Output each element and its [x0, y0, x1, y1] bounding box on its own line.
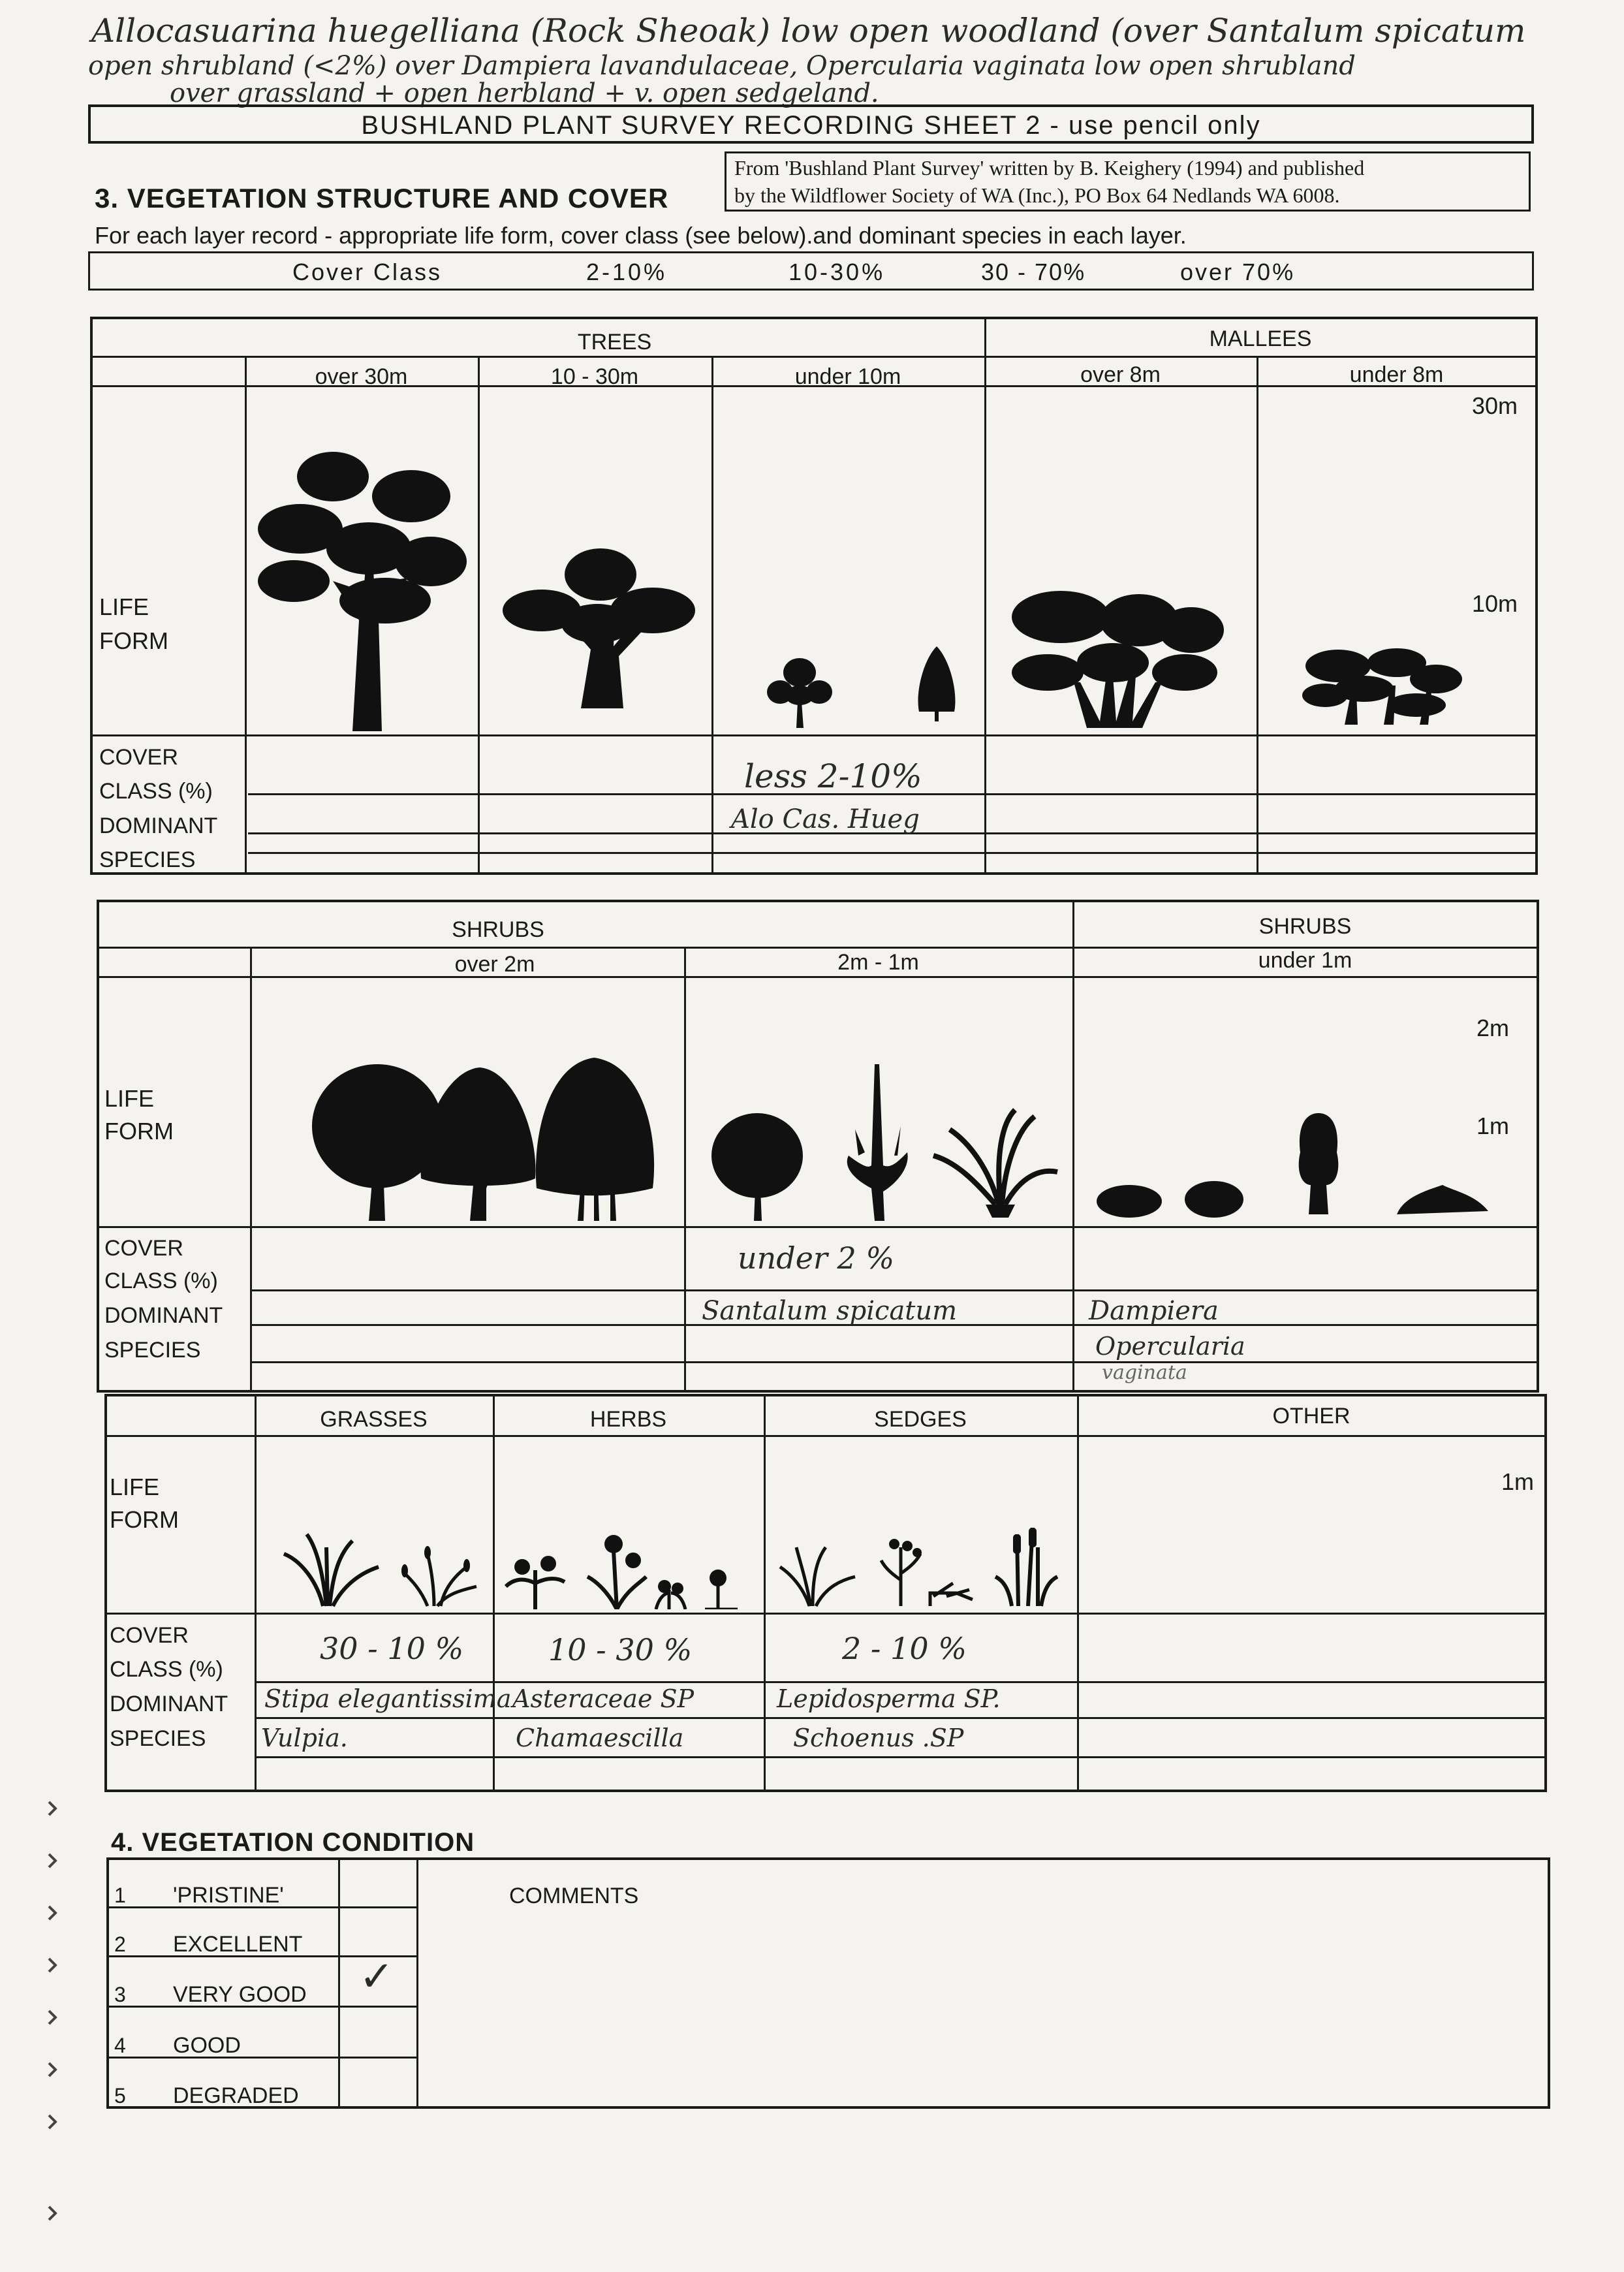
handwritten-description-line2: open shrubland (<2%) over Dampiera lavandulaceae, Opercularia vaginata low open shrubland: [88, 51, 1356, 81]
ground-species-label: SPECIES: [110, 1726, 206, 1751]
trees-class-label: CLASS (%): [99, 779, 213, 804]
comments-area[interactable]: [418, 1913, 1547, 2106]
ground-cover-label: COVER: [110, 1623, 189, 1648]
shrubs-group-header-right: SHRUBS: [1258, 914, 1352, 939]
herbs-icon: [503, 1531, 751, 1609]
citation-box: [725, 151, 1531, 212]
comments-label: COMMENTS: [509, 1884, 639, 1908]
col-shrubs-2m-1m: 2m - 1m: [837, 950, 919, 975]
small-tree-icon: [767, 656, 832, 728]
sheet-title-box: [88, 104, 1534, 144]
low-shrubs-icon: [1090, 1087, 1508, 1218]
condition-2-checkbox[interactable]: [339, 1909, 415, 1953]
shrub-scale-1m: 1m: [1476, 1112, 1510, 1139]
citation-line1: From 'Bushland Plant Survey' written by B. Keighery (1994) and published: [734, 156, 1365, 180]
species-sedges-value-1: Lepidosperma SP.: [777, 1684, 1001, 1713]
ground-form-label: FORM: [110, 1506, 179, 1533]
trees-life-label: LIFE: [99, 593, 149, 620]
citation-line2: by the Wildflower Society of WA (Inc.), PO Box 64 Nedlands WA 6008.: [734, 183, 1340, 207]
species-2m1m-value: Santalum spicatum: [702, 1296, 958, 1326]
condition-5-label: DEGRADED: [173, 2083, 299, 2108]
col-trees-10-30m: 10 - 30m: [550, 364, 639, 389]
condition-2-label: EXCELLENT: [173, 1932, 303, 1957]
col-mallees-under-8m: under 8m: [1349, 362, 1444, 387]
handwritten-description-line3: over grassland + open herbland + v. open sedgeland.: [170, 78, 879, 108]
tall-tree-icon: [255, 450, 470, 731]
trees-group-header: TREES: [577, 330, 652, 355]
shrubs-life-label: LIFE: [104, 1085, 155, 1112]
shrub-scale-2m: 2m: [1476, 1015, 1510, 1041]
section3-title: 3. VEGETATION STRUCTURE AND COVER: [95, 183, 669, 213]
condition-4-number: 4: [114, 2034, 126, 2057]
tall-shrubs-icon: [307, 1058, 659, 1221]
col-mallees-over-8m: over 8m: [1080, 362, 1161, 387]
condition-1-number: 1: [114, 1884, 126, 1907]
section4-title: 4. VEGETATION CONDITION: [111, 1828, 475, 1857]
binder-punch-marks-icon: [39, 1789, 65, 2246]
cover-grasses-value: 30 - 10 %: [320, 1631, 464, 1666]
short-mallee-icon: [1299, 646, 1462, 725]
condition-1-label: 'PRISTINE': [173, 1883, 284, 1908]
cover-class-2: 10-30%: [789, 259, 886, 285]
condition-1-checkbox[interactable]: [339, 1861, 415, 1905]
col-grasses: GRASSES: [320, 1407, 428, 1432]
mallees-group-header: MALLEES: [1209, 326, 1312, 351]
ground-scale-1m: 1m: [1501, 1468, 1535, 1495]
cover-2m1m-value: under 2 %: [738, 1240, 895, 1276]
medium-shrubs-icon: [708, 1058, 1061, 1221]
shrubs-cover-label: COVER: [104, 1236, 183, 1261]
cover-class-bar: [88, 251, 1534, 291]
condition-4-label: GOOD: [173, 2033, 241, 2058]
cover-class-1: 2-10%: [586, 259, 668, 285]
col-shrubs-under-1m: under 1m: [1258, 948, 1352, 973]
grasses-icon: [281, 1528, 483, 1609]
handwritten-description-line1: Allocasuarina huegelliana (Rock Sheoak) low open woodland (over Santalum spicatum: [91, 12, 1526, 50]
condition-3-label: VERY GOOD: [173, 1982, 307, 2007]
shrubs-dominant-label: DOMINANT: [104, 1303, 223, 1328]
col-sedges: SEDGES: [874, 1407, 967, 1432]
col-shrubs-over-2m: over 2m: [454, 952, 535, 977]
col-trees-under-10m: under 10m: [794, 364, 901, 389]
condition-3-checkbox[interactable]: [339, 1953, 415, 2004]
condition-4-checkbox[interactable]: [339, 2008, 415, 2054]
species-grasses-value-1: Stipa elegantissima: [264, 1684, 512, 1713]
ground-life-label: LIFE: [110, 1474, 160, 1500]
scale-10m: 10m: [1472, 590, 1518, 617]
trees-form-label: FORM: [99, 627, 168, 654]
tall-mallee-icon: [1008, 591, 1224, 728]
ground-dominant-label: DOMINANT: [110, 1692, 228, 1716]
checkmark-icon: ✓: [359, 1953, 394, 2001]
trees-dominant-label: DOMINANT: [99, 813, 218, 838]
species-sedges-value-2: Schoenus .SP: [793, 1724, 964, 1752]
condition-2-number: 2: [114, 1933, 126, 1956]
species-under1m-value-1: Dampiera: [1089, 1296, 1219, 1326]
shrubs-form-label: FORM: [104, 1118, 174, 1144]
cover-class-label: Cover Class: [292, 259, 443, 285]
species-under1m-value-3: vaginata: [1102, 1361, 1187, 1384]
condition-5-number: 5: [114, 2084, 126, 2107]
cover-class-4: over 70%: [1180, 259, 1296, 285]
col-trees-over-30m: over 30m: [315, 364, 408, 389]
species-under10m-value: Alo Cas. Hueg: [731, 804, 920, 834]
condition-3-number: 3: [114, 1983, 126, 2006]
scale-30m: 30m: [1472, 392, 1518, 419]
sheet-title: BUSHLAND PLANT SURVEY RECORDING SHEET 2 - use pencil only: [361, 111, 1261, 140]
species-herbs-value-2: Chamaescilla: [516, 1724, 684, 1752]
ground-class-label: CLASS (%): [110, 1657, 223, 1682]
trees-cover-label: COVER: [99, 745, 178, 770]
cover-sedges-value: 2 - 10 %: [842, 1631, 967, 1666]
species-herbs-value-1: Asteraceae SP: [512, 1684, 695, 1713]
species-grasses-value-2: Vulpia.: [261, 1724, 348, 1752]
section3-instruction: For each layer record - appropriate life form, cover class (see below).and dominant species in each layer.: [95, 222, 1187, 249]
shrubs-class-label: CLASS (%): [104, 1269, 218, 1293]
col-herbs: HERBS: [589, 1407, 667, 1432]
cover-herbs-value: 10 - 30 %: [548, 1632, 693, 1667]
shrubs-species-label: SPECIES: [104, 1338, 201, 1363]
condition-5-checkbox[interactable]: [339, 2059, 415, 2106]
conifer-tree-icon: [914, 646, 960, 721]
medium-tree-icon: [503, 545, 705, 708]
cover-under10m-value: less 2-10%: [744, 757, 922, 795]
trees-species-label: SPECIES: [99, 847, 196, 872]
species-under1m-value-2: Opercularia: [1095, 1332, 1245, 1361]
cover-class-3: 30 - 70%: [981, 259, 1086, 285]
col-other: OTHER: [1272, 1404, 1351, 1428]
shrubs-group-header-left: SHRUBS: [452, 917, 544, 942]
sedges-icon: [777, 1508, 1064, 1609]
